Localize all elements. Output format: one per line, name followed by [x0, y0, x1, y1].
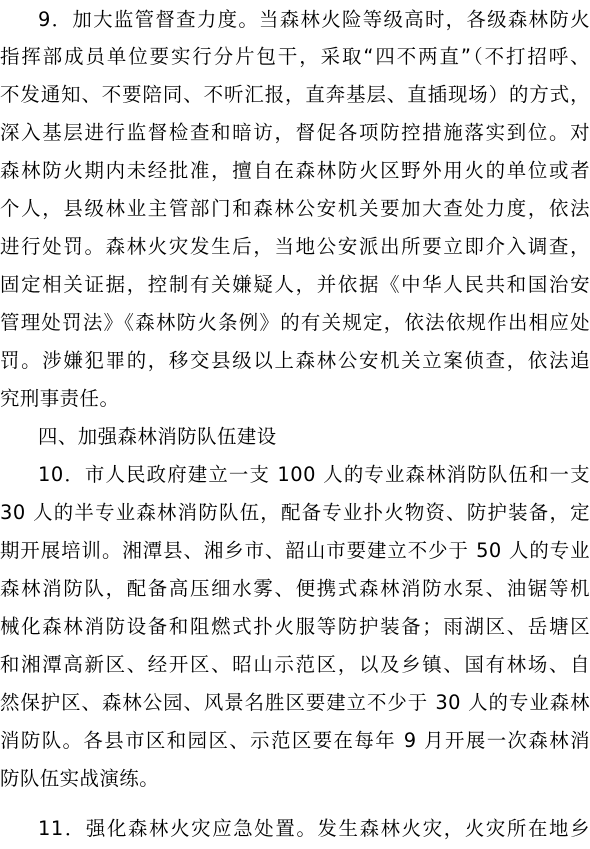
paragraph-9-line-4: 深入基层进行监督检查和暗访，督促各项防控措施落实到位。对: [0, 121, 590, 144]
paragraph-9-line-10: 罚。涉嫌犯罪的，移交县级以上森林公安机关立案侦查，依法追: [0, 349, 590, 372]
section-heading: 四、加强森林消防队伍建设: [38, 425, 277, 448]
paragraph-9-line-11: 究刑事责任。: [0, 387, 120, 410]
paragraph-10-line-3: 期开展培训。湘潭县、湘乡市、韶山市要建立不少于 50 人的专业: [0, 539, 590, 562]
paragraph-10-line-2: 30 人的半专业森林消防队伍，配备专业扑火物资、防护装备，定: [0, 501, 590, 524]
paragraph-9-line-1: 9．加大监管督查力度。当森林火险等级高时，各级森林防火: [38, 8, 590, 31]
paragraph-11-line-1: 11．强化森林火灾应急处置。发生森林火灾，火灾所在地乡: [38, 817, 590, 840]
paragraph-9-line-2: 指挥部成员单位要实行分片包干，采取“四不两直”（不打招呼、: [0, 45, 590, 68]
paragraph-9-line-7: 进行处罚。森林火灾发生后，当地公安派出所要立即介入调查，: [0, 235, 590, 258]
paragraph-10-line-1: 10．市人民政府建立一支 100 人的专业森林消防队伍和一支: [38, 463, 590, 486]
paragraph-10-line-7: 然保护区、森林公园、风景名胜区要建立不少于 30 人的专业森林: [0, 691, 590, 714]
paragraph-9-line-8: 固定相关证据，控制有关嫌疑人，并依据《中华人民共和国治安: [0, 273, 590, 296]
paragraph-9-line-6: 个人，县级林业主管部门和森林公安机关要加大查处力度，依法: [0, 197, 590, 220]
paragraph-10-line-6: 和湘潭高新区、经开区、昭山示范区，以及乡镇、国有林场、自: [0, 653, 590, 676]
paragraph-9-line-5: 森林防火期内未经批准，擅自在森林防火区野外用火的单位或者: [0, 159, 590, 182]
paragraph-10-line-8: 消防队。各县市区和园区、示范区要在每年 9 月开展一次森林消: [0, 729, 590, 752]
paragraph-10-line-9: 防队伍实战演练。: [0, 767, 160, 790]
paragraph-9-line-9: 管理处罚法》《森林防火条例》的有关规定，依法依规作出相应处: [0, 311, 590, 334]
paragraph-9-line-3: 不发通知、不要陪同、不听汇报，直奔基层、直插现场）的方式，: [0, 83, 590, 106]
paragraph-10-line-5: 械化森林消防设备和阻燃式扑火服等防护装备；雨湖区、岳塘区: [0, 615, 590, 638]
paragraph-10-line-4: 森林消防队，配备高压细水雾、便携式森林消防水泵、油锯等机: [0, 577, 590, 600]
